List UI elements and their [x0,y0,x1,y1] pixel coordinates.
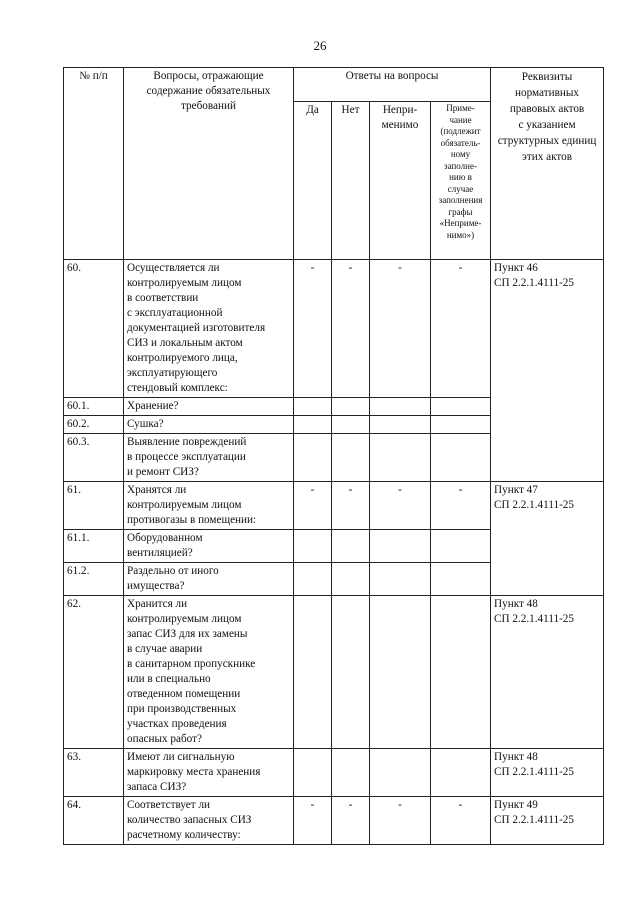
row-requisites: Пункт 46 СП 2.2.1.4111-25 [491,260,604,482]
table-row [64,797,604,845]
row-requisites: Пункт 49 СП 2.2.1.4111-25 [491,797,604,845]
header-answers: Ответы на вопросы [294,68,491,102]
page-number: 26 [313,38,327,53]
row-num: 61.2. [64,563,124,596]
row-num: 64. [64,797,124,845]
header-question: Вопросы, отражающие содержание обязательных требований [124,68,294,260]
header-na: Непри- менимо [370,102,431,260]
table-row [64,260,604,398]
row-yes [294,416,332,434]
row-num: 61.1. [64,530,124,563]
row-no [332,434,370,482]
row-yes [294,563,332,596]
row-yes: - [294,260,332,398]
table-row [64,482,604,530]
row-no [332,398,370,416]
checklist-table [63,67,604,845]
row-note: - [431,260,491,398]
row-na [370,434,431,482]
row-note [431,434,491,482]
row-na: - [370,260,431,398]
row-question: Осуществляется ли контролируемым лицом в соответствии с эксплуатационной документацией изготовителя СИЗ и локальным актом контролируемого лица, эксплуатирующего стендовый комплекс: [124,260,294,398]
row-num: 61. [64,482,124,530]
row-yes: - [294,482,332,530]
row-na [370,749,431,797]
row-na: - [370,797,431,845]
row-note [431,596,491,749]
row-note [431,749,491,797]
row-yes [294,530,332,563]
table-row [64,596,604,749]
row-question: Раздельно от иного имущества? [124,563,294,596]
table-row [64,749,604,797]
row-requisites: Пункт 47 СП 2.2.1.4111-25 [491,482,604,596]
row-note [431,398,491,416]
row-yes [294,398,332,416]
row-note [431,563,491,596]
row-note: - [431,482,491,530]
row-no: - [332,260,370,398]
row-no [332,596,370,749]
row-no: - [332,482,370,530]
row-num: 60.3. [64,434,124,482]
row-question: Хранение? [124,398,294,416]
row-note [431,530,491,563]
row-num: 62. [64,596,124,749]
row-na [370,530,431,563]
row-no [332,530,370,563]
checklist-body [64,260,604,845]
row-requisites: Пункт 48 СП 2.2.1.4111-25 [491,596,604,749]
row-na [370,563,431,596]
header-num: № п/п [64,68,124,260]
row-yes [294,749,332,797]
row-num: 60.2. [64,416,124,434]
row-num: 60. [64,260,124,398]
row-na [370,416,431,434]
row-na [370,398,431,416]
row-no [332,416,370,434]
row-na [370,596,431,749]
row-requisites: Пункт 48 СП 2.2.1.4111-25 [491,749,604,797]
row-note [431,416,491,434]
header-no: Нет [332,102,370,260]
row-yes: - [294,797,332,845]
row-yes [294,434,332,482]
header-requisites: Реквизиты нормативных правовых актов с указанием структурных единиц этих актов [491,68,604,260]
row-na: - [370,482,431,530]
row-num: 60.1. [64,398,124,416]
row-yes [294,596,332,749]
row-num: 63. [64,749,124,797]
row-question: Сушка? [124,416,294,434]
header-yes: Да [294,102,332,260]
row-question: Оборудованном вентиляцией? [124,530,294,563]
row-question: Хранятся ли контролируемым лицом противогазы в помещении: [124,482,294,530]
row-question: Хранится ли контролируемым лицом запас СИЗ для их замены в случае аварии в санитарном пропускнике или в специально отведенном помещении при производственных участках проведения опасных работ? [124,596,294,749]
row-no [332,749,370,797]
row-no: - [332,797,370,845]
row-no [332,563,370,596]
row-question: Соответствует ли количество запасных СИЗ расчетному количеству: [124,797,294,845]
header-note: Приме- чание (подлежит обязатель- ному заполне- нию в случае заполнения графы «Неприме- нимо») [431,102,491,260]
row-question: Имеют ли сигнальную маркировку места хранения запаса СИЗ? [124,749,294,797]
row-question: Выявление повреждений в процессе эксплуатации и ремонт СИЗ? [124,434,294,482]
row-note: - [431,797,491,845]
